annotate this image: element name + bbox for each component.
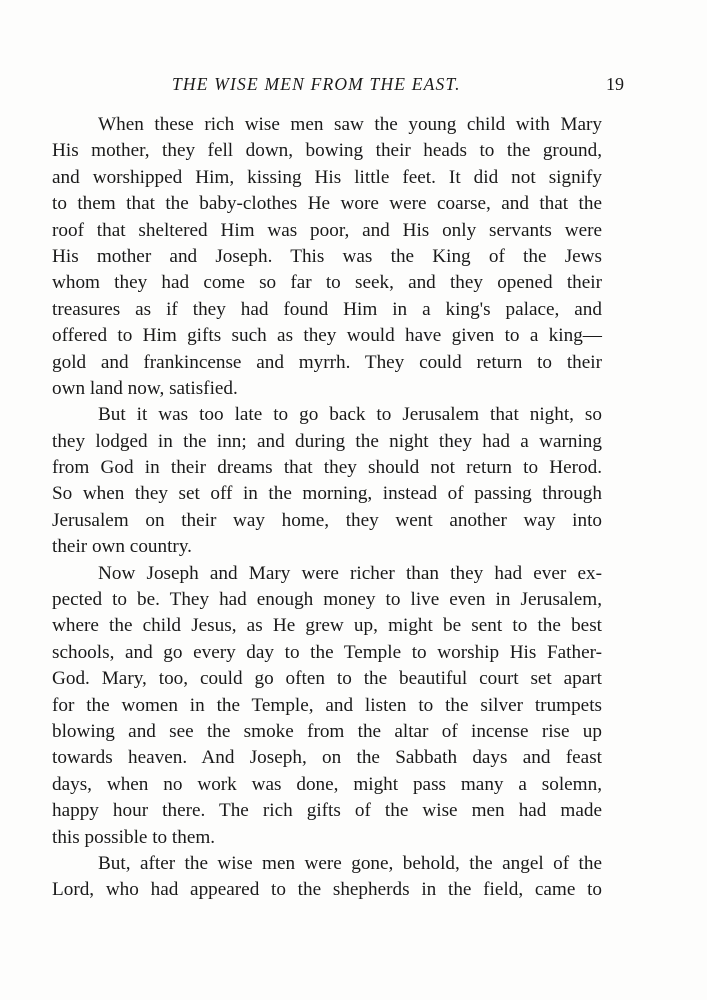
text-line: schools, and go every day to the Temple to worship His Father- [52,641,602,663]
text-line: offered to Him gifts such as they would have given to a king— [52,325,602,347]
text-line: their own country. [52,536,192,558]
text-line: this possible to them. [52,826,216,848]
text-line: Now Joseph and Mary were richer than they had ever ex- [98,562,602,584]
text-line: So when they set off in the morning, instead of passing through [52,483,602,505]
page-number: 19 [606,74,624,94]
text-line: But, after the wise men were gone, behold, the angel of the [98,852,602,874]
running-title: THE WISE MEN FROM THE EAST. [172,74,461,94]
text-line: When these rich wise men saw the young child with Mary [98,114,602,135]
body-text [52,112,602,904]
text-line: happy hour there. The rich gifts of the wise men had made [52,800,602,822]
text-line: God. Mary, too, could go often to the beautiful court set apart [52,668,602,690]
text-line: own land now, satisfied. [52,377,238,399]
text-line: to them that the baby-clothes He wore were coarse, and that the [52,193,602,215]
text-line: from God in their dreams that they should not return to Herod. [52,457,602,479]
text-line: whom they had come so far to seek, and they opened their [52,272,602,294]
text-line: and worshipped Him, kissing His little feet. It did not signify [52,166,602,188]
text-line: But it was too late to go back to Jerusalem that night, so [98,404,602,426]
text-line: towards heaven. And Joseph, on the Sabbath days and feast [52,747,602,769]
text-line: blowing and see the smoke from the altar of incense rise up [52,720,602,742]
paragraph-1 [52,112,602,402]
text-line: His mother, they fell down, bowing their heads to the ground, [52,140,602,162]
text-line: where the child Jesus, as He grew up, might be sent to the best [52,615,602,637]
text-line: gold and frankincense and myrrh. They could return to their [52,351,602,373]
text-line: days, when no work was done, might pass many a solemn, [52,773,602,795]
paragraph-3 [52,561,602,851]
text-line: Jerusalem on their way home, they went another way into [52,509,602,531]
text-line: they lodged in the inn; and during the night they had a warning [52,430,602,452]
paragraph-4 [52,851,602,904]
text-line: pected to be. They had enough money to live even in Jerusalem, [52,589,602,611]
text-line: for the women in the Temple, and listen to the silver trumpets [52,694,602,716]
text-line: Lord, who had appeared to the shepherds in the field, came to [52,879,602,901]
text-line: roof that sheltered Him was poor, and His only servants were [52,219,602,241]
running-header [52,74,624,98]
paragraph-2 [52,402,602,560]
text-line: His mother and Joseph. This was the King of the Jews [52,245,602,267]
text-line: treasures as if they had found Him in a king's palace, and [52,298,602,320]
